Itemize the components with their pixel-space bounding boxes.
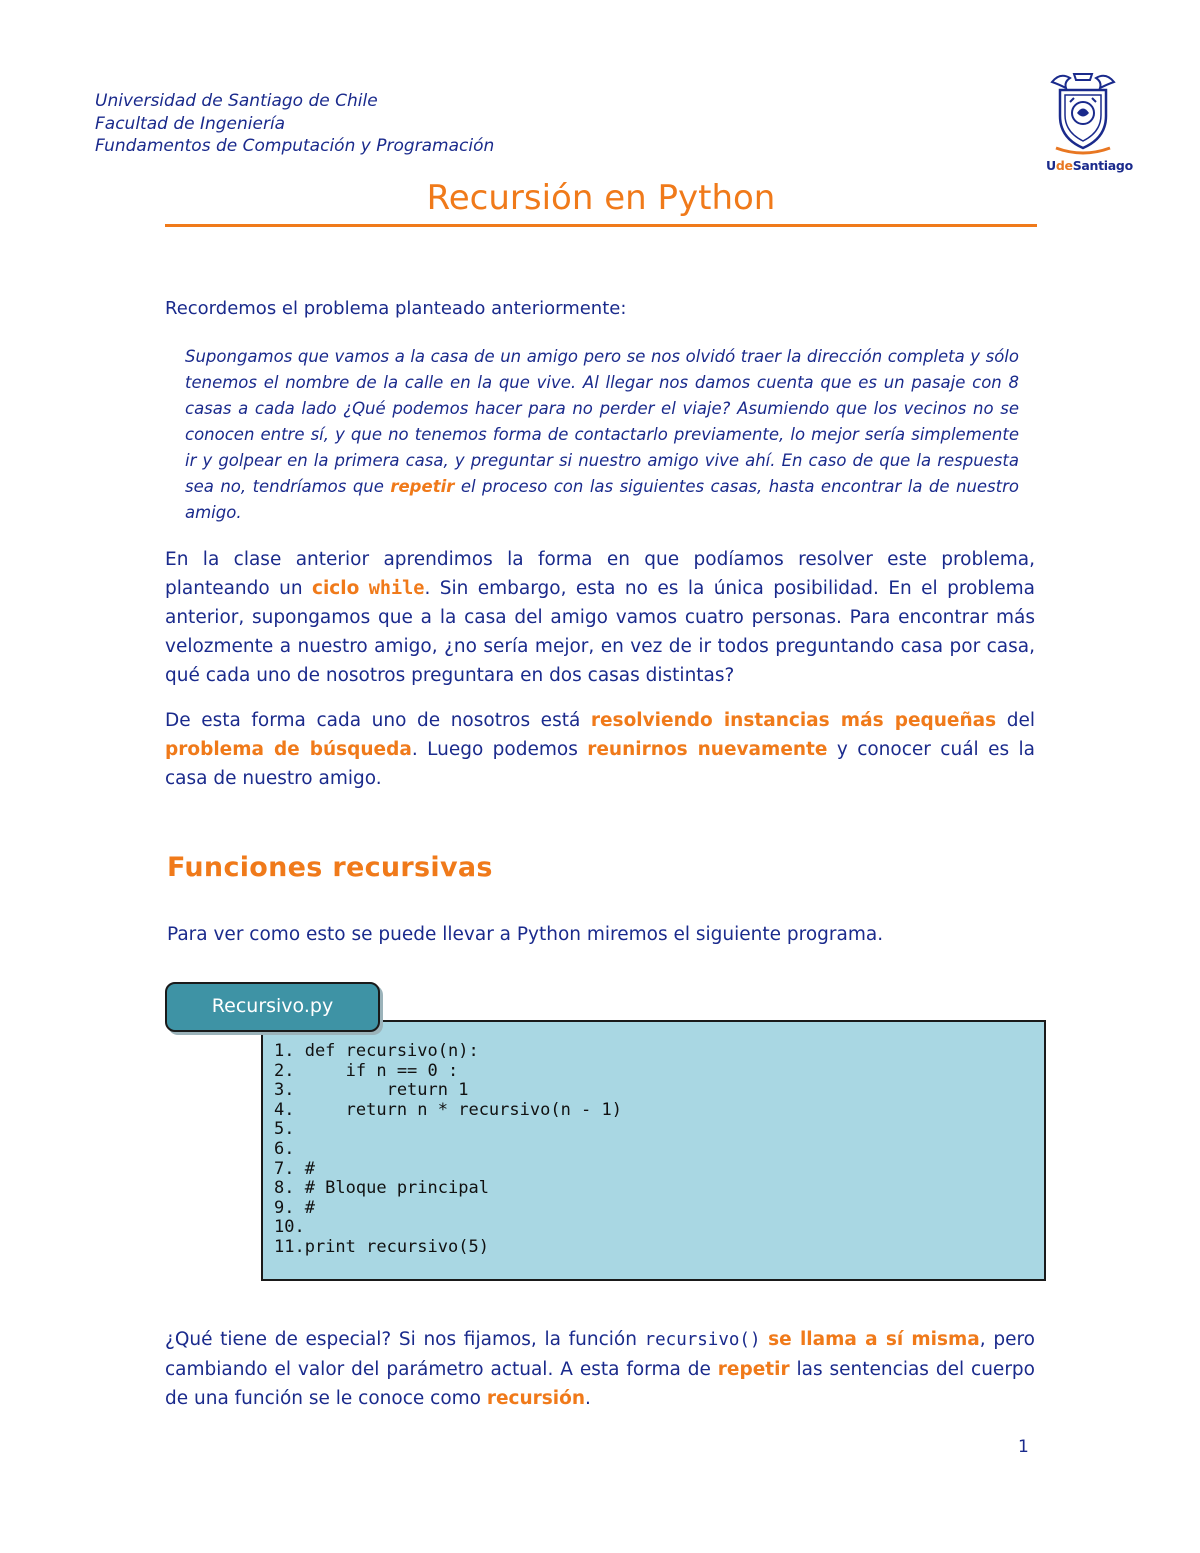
paragraph-instancias: De esta forma cada uno de nosotros está resolviendo instancias más pequeñas del problema de búsqueda. Luego podemos reunirnos nuevamente y conocer cuál es la casa de nuestro amigo. [165,710,1035,789]
code-listing [261,1020,1046,1281]
highlight-recursion: recursión [486,1388,586,1409]
highlight-repetir: repetir [717,1359,790,1380]
highlight-instancias: resolviendo instancias más pequeñas [590,710,997,731]
section-heading: Funciones recursivas [167,852,493,883]
paragraph-recursion: ¿Qué tiene de especial? Si nos fijamos, la función recursivo() se llama a sí misma, pero cambiando el valor del parámetro actual. A esta forma de repetir las sentencias del cuerpo de una función se le conoce como recursión. [165,1329,1035,1409]
title-underline [165,224,1037,227]
code-filename-tab: Recursivo.py [165,982,380,1032]
university-logo [1046,68,1133,176]
page-title: Recursión en Python [426,178,776,218]
quote-highlight-repetir: repetir [390,477,455,496]
header-faculty: Facultad de Ingeniería [95,113,286,134]
problem-quote [185,344,1019,526]
document-header [95,90,494,158]
header-university: Universidad de Santiago de Chile [95,91,378,111]
quote-text-start: Supongamos que vamos a la casa de un amigo pero se nos olvidó traer la dirección completa y sólo tenemos el nombre de la calle en la que vive. Al llegar nos damos cuenta que es un pasaje con 8 casas a cada lado ¿Qué podemos hacer para no perder el viaje? Asumiendo que los vecinos no se conocen entre sí, y que no tenemos forma de contactarlo previamente, lo mejor sería simplemente ir y golpear en la primera casa, y preguntar si nuestro amigo vive ahí. En caso de que la respuesta sea no, tendríamos que [185,347,1019,496]
highlight-se-llama: se llama a sí misma [768,1329,980,1350]
highlight-reunirnos: reunirnos nuevamente [587,739,828,760]
logo-wordmark: UdeSantiago [1046,158,1133,173]
header-course: Fundamentos de Computación y Programación [95,136,495,156]
university-crest-icon [1046,68,1120,158]
highlight-problema-busqueda: problema de búsqueda [165,739,412,760]
code-keyword-while: while [368,578,425,599]
highlight-ciclo: ciclo [312,578,360,599]
code-lines: 1. def recursivo(n): 2. if n == 0 : 3. return 1 4. return n * recursivo(n - 1) 5. 6. 7. # 8. # Bloque principal 9. # 10. 11.print recursivo(5) [274,1041,622,1257]
page-number: 1 [1018,1437,1029,1457]
intro-text: Recordemos el problema planteado anteriormente: [165,298,627,319]
quote-text-end: el proceso con las siguientes casas, hasta encontrar la de nuestro amigo. [185,477,1020,522]
paragraph-programa: Para ver como esto se puede llevar a Python miremos el siguiente programa. [167,924,884,945]
paragraph-ciclo-while: En la clase anterior aprendimos la forma en que podíamos resolver este problema, planteando un ciclo while. Sin embargo, esta no es la única posibilidad. En el problema anterior, supongamos que a la casa del amigo vamos cuatro personas. Para encontrar más velozmente a nuestro amigo, ¿no sería mejor, en vez de ir todos preguntando casa por casa, qué cada uno de nosotros preguntara en dos casas distintas? [165,549,1035,686]
code-recursivo: recursivo() [644,1330,761,1350]
